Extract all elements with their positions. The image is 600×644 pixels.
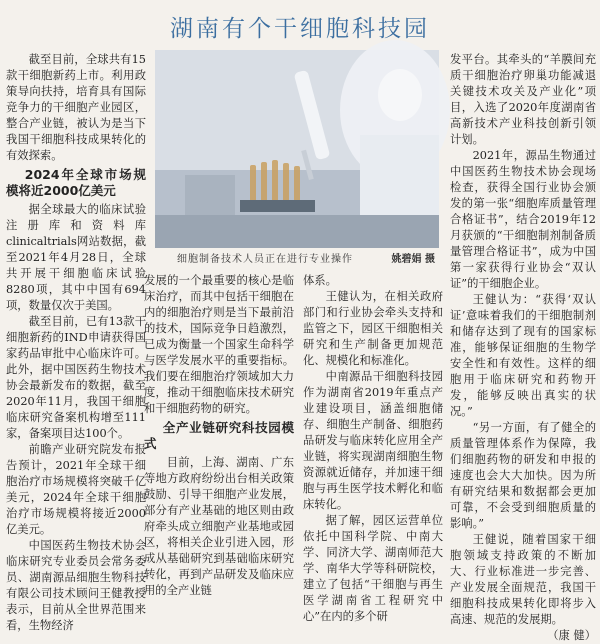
paragraph: 中南源品干细胞科技园作为湖南省2019年重点产业建设项目，涵盖细胞储存、细胞生产制备、细胞药品研发与临床转化应用全产业链，将实现湖南细胞生物资源就近储存，并加速干细胞与再生医学技术孵化和临床转化。	[303, 370, 443, 511]
article-column-2	[144, 273, 294, 631]
photo-caption: 细胞制备技术人员正在进行专业操作	[177, 254, 353, 265]
paragraph: 目前，上海、湖南、广东等地方政府纷纷出台相关政策鼓励、引导干细胞产业发展，部分有产业基础的地区则由政府牵头成立细胞产业基地或园区，将相关企业引进入园，形成从基础研究到基础临床研究转化，再到产品研发及临床应用的全产业链	[144, 456, 294, 597]
article-column-3	[303, 273, 443, 631]
subheading-industry-chain: 全产业链研究科技园模式	[144, 420, 294, 451]
article-column-4	[450, 52, 596, 642]
paragraph: 截至目前，已有13款干细胞新药的IND申请获得国家药品审批中心临床许可。此外，据中国医药生物技术协会最新发布的数据，截至2020年11月，我国干细胞临床研究备案机构增至111家，备案项目达100个。	[6, 315, 146, 440]
paragraph: 王健认为：“获得‘双认证’意味着我们的干细胞制剂和储存达到了现有的国家标准，能够保证细胞的生物学安全性和有效性。这样的细胞用于临床研究和药物开发，能够反映出真实的状况。”	[450, 293, 596, 418]
paragraph: “另一方面，有了健全的质量管理体系作为保障，我们细胞药物的研发和申报的速度也会大大加快。因为所有研究结果和数据都会更加可靠，不会受到细胞质量的影响。”	[450, 421, 596, 530]
lab-scene-illustration	[155, 50, 439, 248]
paragraph: 王健认为，在相关政府部门和行业协会牵头支持和监管之下，园区干细胞相关研究和生产制备更加规范化、规模化和标准化。	[303, 290, 443, 367]
paragraph: 据全球最大的临床试验注册库和资料库clinicaltrials网站数据，截至2021年4月28日，全球共开展干细胞临床试验8280项，其中中国有694项，数量仅次于美国。	[6, 203, 146, 312]
lab-photo	[155, 50, 439, 248]
paragraph: 体系。	[303, 274, 337, 287]
headline: 湖南有个干细胞科技园	[170, 16, 430, 42]
paragraph: 前瞻产业研究院发布报告预计，2021年全球干细胞治疗市场规模将突破千亿美元，2024年全球干细胞治疗市场规模将接近2000亿美元。	[6, 443, 146, 536]
author-byline: （康 健）	[547, 629, 596, 642]
paragraph: 截至目前，全球共有15款干细胞新药上市。利用政策导向扶持，培育具有国际竞争力的干细胞产业园区，整合产业链，被认为是当下我国干细胞科技成果转化的有效探索。	[6, 53, 146, 162]
paragraph: 中国医药生物技术协会临床研究专业委员会常务委员、湖南源品细胞生物科技有限公司技术顾问王健教授表示，目前从全世界范围来看，生物经济	[6, 539, 146, 632]
paragraph: 发平台。其牵头的“羊膜间充质干细胞治疗卵巢功能减退关键技术攻关及产业化”项目，入选了2020年度湖南省高新技术产业科技创新引领计划。	[450, 53, 596, 146]
paragraph: 2021年，源品生物通过中国医药生物技术协会现场检查，获得全国行业协会颁发的第一张“细胞库质量管理合格证书”，结合2019年12月获颁的“干细胞制剂制备质量管理合格证书”，成为中国第一家获得行业协会“双认证”的干细胞企业。	[450, 149, 596, 290]
photo-caption-row	[155, 251, 439, 269]
paragraph: 王健说，随着国家干细胞领域支持政策的不断加大、行业标准进一步完善、产业发展全面规范，我国干细胞科技成果转化即将步入高速、规范的发展期。	[450, 533, 596, 626]
article-column-1	[6, 52, 146, 631]
paragraph: 发展的一个最重要的核心是临床治疗，而其中包括干细胞在内的细胞治疗则是当下最前沿的技术，国际竞争日趋激烈，已成为衡量一个国家生命科学与医学发展水平的重要指标。我们要在细胞治疗领域加大力度，推动干细胞临床技术研究和干细胞药物的研究。	[144, 274, 294, 415]
subheading-market-size: 2024年全球市场规模将近2000亿美元	[6, 167, 146, 198]
photo-credit: 姚碧娟 摄	[391, 254, 435, 265]
paragraph: 据了解，园区运营单位依托中国科学院、中南大学、同济大学、湖南师范大学、南华大学等科研院校，建立了包括“干细胞与再生医学湖南省工程研究中心”在内的多个研	[303, 514, 443, 623]
